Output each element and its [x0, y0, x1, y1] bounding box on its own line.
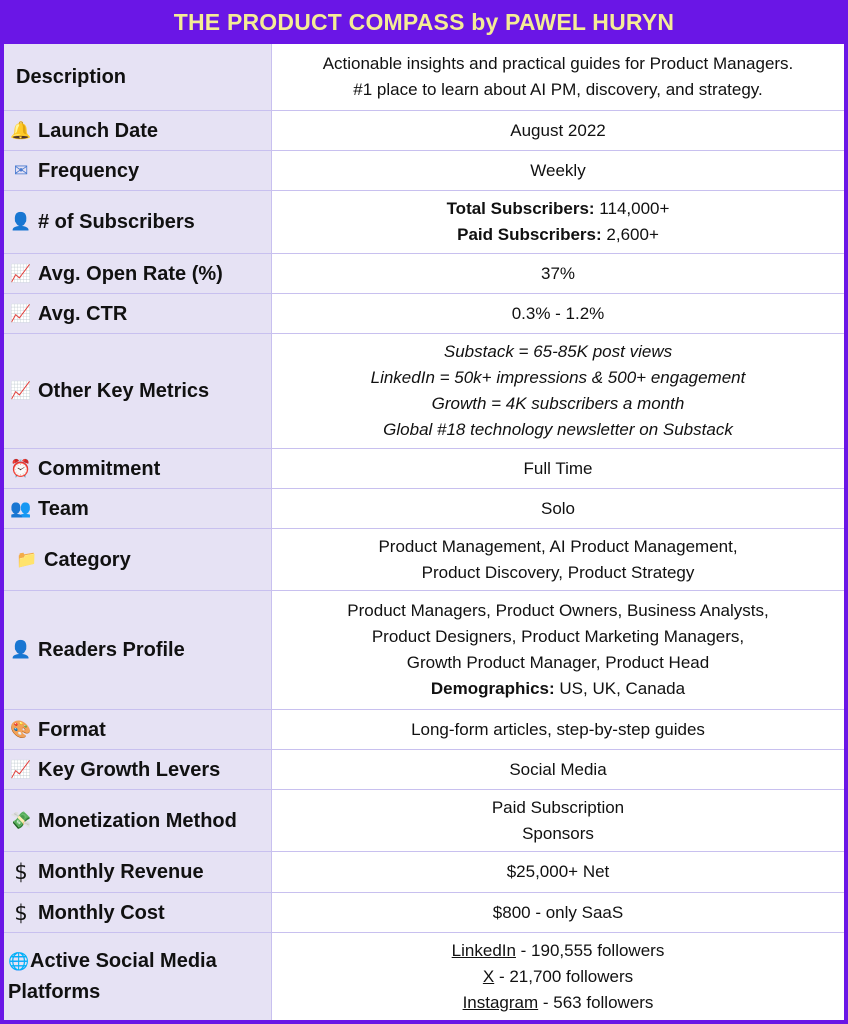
row-description: [4, 44, 844, 111]
row-readers: [4, 591, 844, 710]
row-launch-date: [4, 111, 844, 151]
label-cost: $ Monthly Cost: [4, 893, 272, 932]
label-frequency: ✉ Frequency: [4, 151, 272, 190]
dollar-icon: $: [14, 900, 28, 925]
value-description: Actionable insights and practical guides for Product Managers. #1 place to learn about AI PM, discovery, and strategy.: [322, 54, 794, 99]
label-subscribers: 👤 # of Subscribers: [4, 191, 272, 253]
chart-icon: 📈: [10, 381, 32, 401]
value-social: LinkedIn - 190,555 followers X - 21,700 followers Instagram - 563 followers: [451, 940, 665, 1012]
bell-icon: 🔔: [10, 120, 32, 141]
chart-icon: 📈: [10, 303, 32, 324]
label-format: 🎨 Format: [4, 710, 272, 749]
value-growth-levers: Social Media: [509, 759, 607, 779]
x-link[interactable]: X: [482, 966, 495, 986]
label-growth-levers: 📈 Key Growth Levers: [4, 750, 272, 789]
label-social: 🌐Active Social Media Platforms: [4, 933, 272, 1020]
folder-icon: 📁: [16, 549, 38, 570]
row-format: [4, 710, 844, 750]
alarm-clock-icon: ⏰: [10, 458, 32, 479]
value-monetization: Paid Subscription Sponsors: [491, 797, 625, 843]
label-open-rate: 📈 Avg. Open Rate (%): [4, 254, 272, 293]
value-launch-date: August 2022: [510, 120, 606, 140]
row-frequency: [4, 151, 844, 191]
money-icon: 💸: [10, 810, 32, 831]
label-revenue: $ Monthly Revenue: [4, 852, 272, 892]
dollar-icon: $: [14, 860, 28, 884]
label-other-metrics: 📈 Other Key Metrics: [4, 334, 272, 448]
person-icon: 👤: [10, 640, 32, 660]
value-category: Product Management, AI Product Management, Product Discovery, Product Strategy: [378, 536, 738, 582]
value-team: Solo: [540, 498, 576, 518]
row-revenue: [4, 852, 844, 893]
row-category: [4, 529, 844, 591]
row-commitment: [4, 449, 844, 489]
newsletter-profile-table: [4, 44, 844, 1020]
row-other-metrics: [4, 334, 844, 449]
value-revenue: $25,000+ Net: [506, 862, 610, 881]
row-social: [4, 933, 844, 1020]
chart-icon: 📈: [10, 263, 32, 284]
label-description: Description: [4, 44, 272, 110]
value-readers: Product Managers, Product Owners, Business Analysts, Product Designers, Product Marketing Managers, Growth Product Manager, Product Head Demographics: US, UK, Canada: [347, 601, 769, 698]
globe-icon: 🌐: [8, 952, 30, 972]
value-ctr: 0.3% - 1.2%: [511, 303, 605, 323]
value-cost: $800 - only SaaS: [492, 902, 624, 922]
label-readers: 👤 Readers Profile: [4, 591, 272, 709]
row-cost: [4, 893, 844, 933]
palette-icon: 🎨: [10, 719, 32, 740]
value-open-rate: 37%: [540, 263, 576, 283]
row-growth-levers: [4, 750, 844, 790]
value-commitment: Full Time: [523, 458, 593, 478]
inbox-icon: ✉: [13, 160, 29, 181]
value-frequency: Weekly: [530, 160, 586, 180]
value-format: Long-form articles, step-by-step guides: [411, 719, 705, 739]
label-category: 📁 Category: [4, 529, 272, 590]
instagram-link[interactable]: Instagram: [462, 992, 539, 1012]
person-icon: 👤: [10, 212, 32, 232]
value-subscribers: Total Subscribers: 114,000+ Paid Subscribers: 2,600+: [446, 199, 670, 244]
row-open-rate: [4, 254, 844, 294]
row-monetization: [4, 790, 844, 852]
row-subscribers: [4, 191, 844, 254]
row-ctr: [4, 294, 844, 334]
label-launch-date: 🔔 Launch Date: [4, 111, 272, 150]
label-ctr: 📈 Avg. CTR: [4, 294, 272, 333]
value-other-metrics: Substack = 65-85K post views LinkedIn = 50k+ impressions & 500+ engagement Growth = 4K subscribers a month Global #18 technology newsletter on Substack: [370, 342, 746, 439]
people-icon: 👥: [10, 498, 32, 519]
chart-icon: 📈: [10, 759, 32, 780]
label-commitment: ⏰ Commitment: [4, 449, 272, 488]
row-team: [4, 489, 844, 529]
label-team: 👥 Team: [4, 489, 272, 528]
linkedin-link[interactable]: LinkedIn: [451, 940, 516, 960]
page-title: THE PRODUCT COMPASS by PAWEL HURYN: [173, 8, 675, 35]
label-monetization: 💸 Monetization Method: [4, 790, 272, 851]
